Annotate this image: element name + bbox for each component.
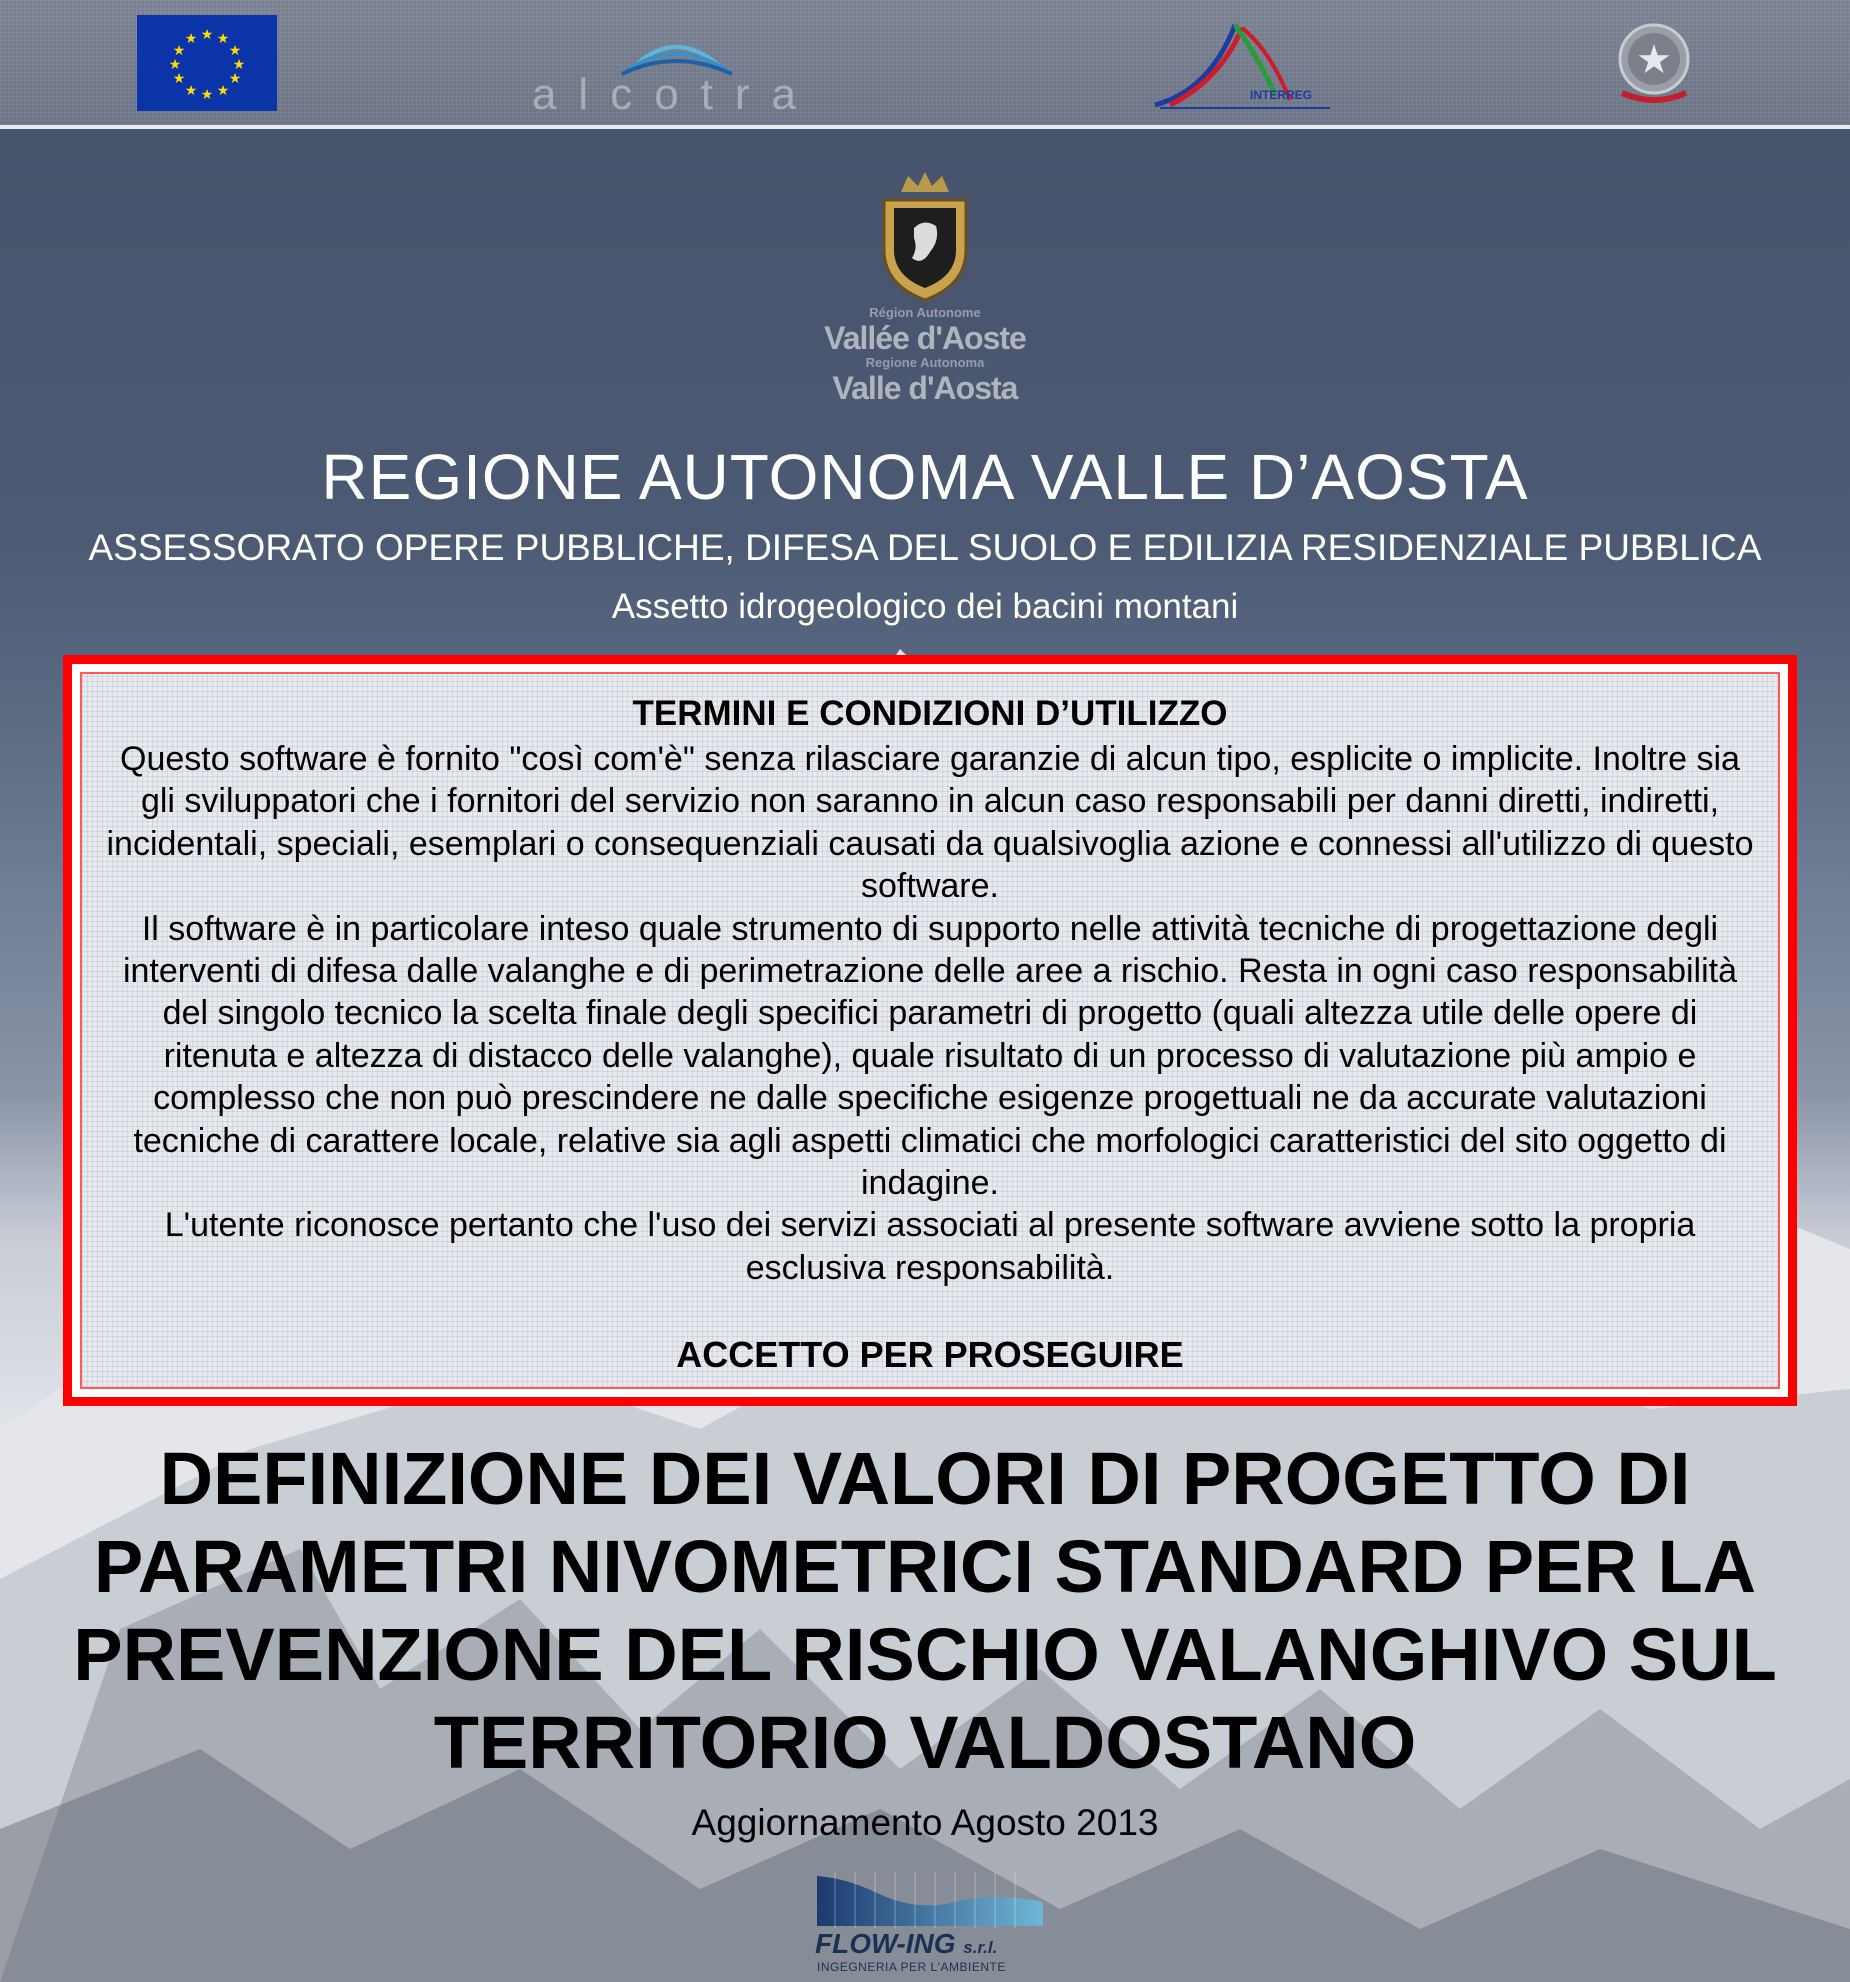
- company-suffix: s.r.l.: [963, 1938, 998, 1957]
- alcotra-wordmark: alcotra: [531, 70, 819, 119]
- terms-panel: [80, 672, 1780, 1389]
- svg-text:★: ★: [216, 31, 230, 47]
- svg-text:★: ★: [184, 31, 198, 47]
- svg-text:★: ★: [184, 83, 198, 99]
- logo-bar: [0, 0, 1850, 125]
- region-crest-icon: [876, 170, 974, 305]
- interreg-logo: [1150, 20, 1335, 110]
- svg-text:★: ★: [216, 83, 230, 99]
- eu-flag-logo: [137, 15, 277, 111]
- flowing-name: [815, 1928, 997, 1960]
- update-date: Aggiornamento Agosto 2013: [691, 1802, 1159, 1843]
- flowing-wave-icon: [815, 1872, 1045, 1928]
- app-title: DEFINIZIONE DEI VALORI DI PROGETTO DI PARAMETRI NIVOMETRICI STANDARD PER LA PREVENZIONE DEL RISCHIO VALANGHIVO SUL TERRITORIO VALDOSTANO: [73, 1437, 1777, 1784]
- terms-body: [102, 738, 1758, 1289]
- svg-text:★: ★: [232, 57, 246, 73]
- alcotra-logo: [510, 18, 840, 118]
- interreg-wordmark: INTERREG: [1250, 88, 1313, 102]
- crest-big-text: Valle d'Aosta: [832, 370, 1018, 406]
- company-name: FLOW-ING: [815, 1928, 956, 1959]
- terms-title: TERMINI E CONDIZIONI D’UTILIZZO: [632, 694, 1228, 733]
- terms-paragraph: Il software è in particolare inteso quale strumento di supporto nelle attività tecniche di progettazione degli interventi di difesa dalle valanghe e di perimetrazione delle aree a rischio. Resta in ogni caso responsabilità del singolo tecnico la scelta finale degli specifici parametri di progetto (quali altezza utile delle opere di ritenuta e altezza di distacco delle valanghe), quale risultato di un processo di valutazione più ampio e complesso che non può prescindere ne dalle specifiche esigenze progettuali ne da accurate valutazioni tecniche di carattere locale, relative sia agli aspetti climatici che morfologici caratteristici del sito oggetto di indagine.: [122, 909, 1738, 1203]
- crest-small-text: Regione Autonoma: [865, 355, 985, 370]
- svg-text:★: ★: [228, 71, 242, 87]
- crest-big-text: Vallée d'Aoste: [824, 320, 1026, 356]
- repubblica-emblem-logo: [1610, 15, 1698, 110]
- accept-button[interactable]: ACCETTO PER PROSEGUIRE: [676, 1334, 1184, 1375]
- terms-paragraph: Questo software è fornito "così com'è" senza rilasciare garanzie di alcun tipo, esplicite o implicite. Inoltre sia gli sviluppatori che i fornitori del servizio non saranno in alcun caso responsabili per danni diretti, indiretti, incidentali, speciali, esemplari o consequenziali causati da qualsivoglia azione e connessi all'utilizzo di questo software.: [106, 740, 1754, 906]
- svg-text:★: ★: [1636, 37, 1672, 83]
- svg-text:★: ★: [200, 87, 214, 103]
- flowing-logo: [815, 1872, 1045, 1982]
- terms-paragraph: L'utente riconosce pertanto che l'uso dei servizi associati al presente software avviene sotto la propria esclusiva responsabilità.: [164, 1206, 1696, 1287]
- crest-small-text: Région Autonome: [869, 305, 981, 320]
- company-tagline: INGEGNERIA PER L'AMBIENTE: [817, 1960, 1006, 1974]
- svg-text:★: ★: [172, 71, 186, 87]
- region-title: REGIONE AUTONOMA VALLE D’AOSTA: [321, 441, 1529, 513]
- department-name: ASSESSORATO OPERE PUBBLICHE, DIFESA DEL SUOLO E EDILIZIA RESIDENZIALE PUBBLICA: [88, 527, 1762, 568]
- svg-text:★: ★: [228, 43, 242, 59]
- svg-text:★: ★: [168, 57, 182, 73]
- svg-text:★: ★: [200, 27, 214, 43]
- department-subtitle: Assetto idrogeologico dei bacini montani: [611, 587, 1239, 626]
- region-wordmark: [800, 306, 1050, 406]
- svg-text:★: ★: [172, 43, 186, 59]
